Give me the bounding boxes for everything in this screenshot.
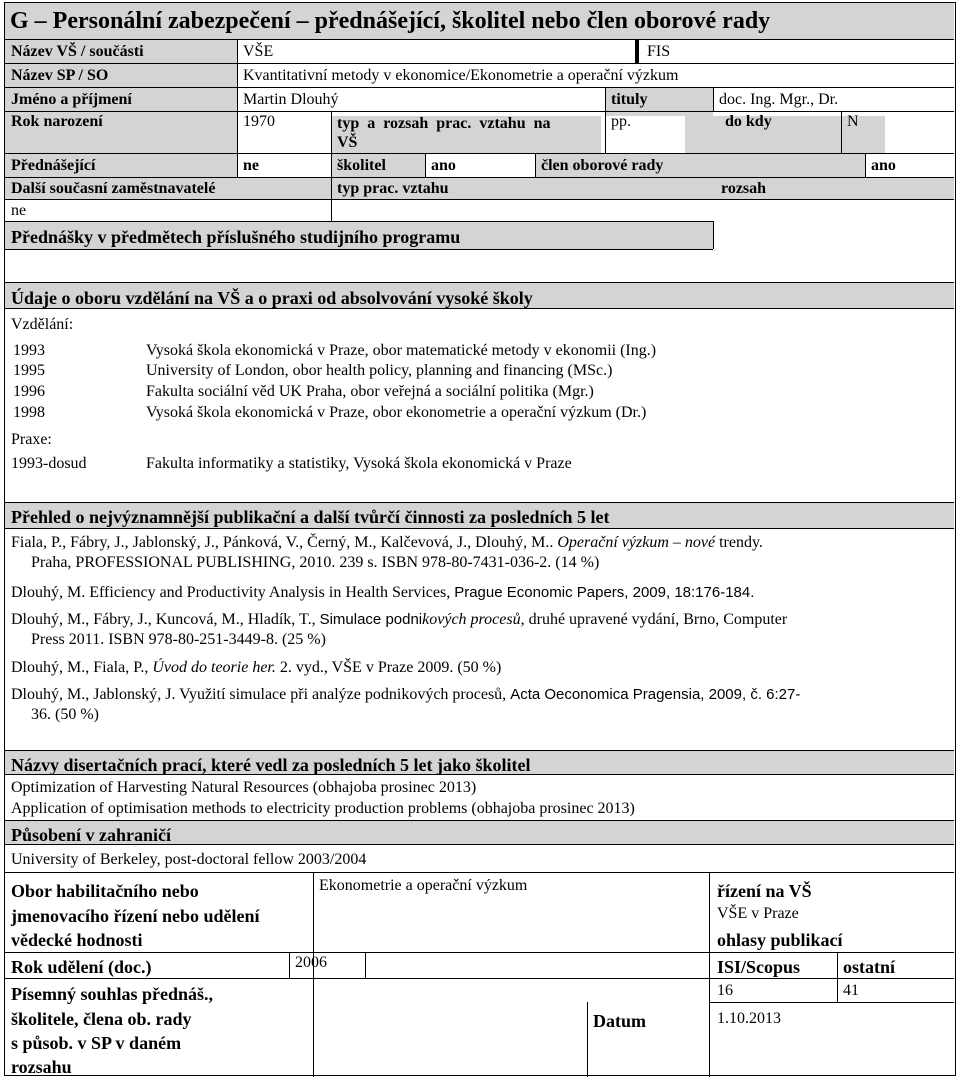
- publication-item: Dlouhý, M., Fiala, P., Úvod do teorie her. 2. vyd., VŠE v Praze 2009. (50 %): [11, 659, 502, 676]
- supervisor-label: školitel: [337, 157, 386, 174]
- lecturer-label: Přednášející: [11, 157, 96, 174]
- other-employers-label: Další současní zaměstnavatelé: [11, 180, 216, 197]
- abroad-value: University of Berkeley, post-doctoral fellow 2003/2004: [11, 851, 367, 868]
- isi-value: 16: [717, 982, 733, 999]
- name-label: Jméno a příjmení: [11, 91, 132, 108]
- vs-label: Název VŠ / součásti: [11, 43, 144, 60]
- education-label: Vzdělání:: [11, 316, 74, 333]
- proceeding-value: VŠE v Praze: [717, 905, 799, 922]
- education-year: 1998: [13, 404, 45, 421]
- consent-label-4: rozsahu: [11, 1057, 72, 1077]
- other-citations-value: 41: [843, 982, 859, 999]
- employment-label-1: typ a rozsah prac. vztahu na: [337, 115, 551, 132]
- date-label: Datum: [593, 1011, 646, 1031]
- practice-text: Fakulta informatiky a statistiky, Vysoká škola ekonomická v Praze: [146, 455, 572, 472]
- consent-label-3: s působ. v SP v daném: [11, 1033, 182, 1053]
- practice-period: 1993-dosud: [11, 455, 87, 472]
- consent-label-2: školitele, člena ob. rady: [11, 1009, 192, 1029]
- abroad-section-title: Působení v zahraničí: [11, 825, 172, 845]
- publication-item: Dlouhý, M., Jablonský, J. Využití simulace při analýze podnikových procesů, Acta Oeconomica Pragensia, 2009, č. 6:27- 36. (50 %): [11, 686, 801, 723]
- until-label: do kdy: [725, 113, 772, 130]
- sp-value: Kvantitativní metody v ekonomice/Ekonometrie a operační výzkum: [243, 67, 679, 84]
- habilitation-field-value: Ekonometrie a operační výzkum: [319, 877, 528, 894]
- year-value: 2006: [295, 954, 327, 971]
- education-year: 1995: [13, 362, 45, 379]
- publication-item: Fiala, P., Fábry, J., Jablonský, J., Pánková, V., Černý, M., Kalčevová, J., Dlouhý, M.. Operační výzkum – nové trendy. Praha, PROFESSIONAL PUBLISHING, 2010. 239 s. ISBN 978-80-7431-036-2. (14 %): [11, 534, 763, 571]
- habilitation-label-3: vědecké hodnosti: [11, 930, 143, 950]
- supervisor-value: ano: [431, 157, 456, 174]
- year-label: Rok udělení (doc.): [11, 957, 152, 977]
- form-title: G – Personální zabezpečení – přednášející, školitel nebo člen oborové rady: [10, 8, 771, 34]
- education-text: Vysoká škola ekonomická v Praze, obor ekonometrie a operační výzkum (Dr.): [146, 404, 647, 421]
- isi-label: ISI/Scopus: [717, 957, 801, 977]
- proceeding-label: řízení na VŠ: [717, 881, 812, 901]
- consent-label-1: Písemný souhlas přednáš.,: [11, 984, 214, 1004]
- habilitation-label-1: Obor habilitačního nebo: [11, 881, 199, 901]
- other-citations-label: ostatní: [843, 957, 896, 977]
- other-employers-value: ne: [11, 202, 27, 219]
- titles-value: doc. Ing. Mgr., Dr.: [719, 91, 839, 108]
- name-value: Martin Dlouhý: [243, 91, 339, 108]
- date-value: 1.10.2013: [717, 1010, 781, 1027]
- education-section-title: Údaje o oboru vzdělání na VŠ a o praxi od absolvování vysoké školy: [11, 288, 533, 308]
- dissertation-item: Application of optimisation methods to electricity production problems (obhajoba prosinec 2013): [11, 800, 635, 817]
- sp-label: Název SP / SO: [11, 67, 109, 84]
- birth-value: 1970: [243, 113, 275, 130]
- employment-label-2: VŠ: [337, 134, 358, 151]
- vs-value: VŠE: [243, 43, 274, 60]
- board-label: člen oborové rady: [541, 157, 664, 174]
- practice-label: Praxe:: [11, 431, 52, 448]
- habilitation-label-2: jmenovacího řízení nebo udělení: [11, 906, 260, 926]
- dissertations-section-title: Názvy disertačních prací, které vedl za posledních 5 let jako školitel: [11, 755, 531, 775]
- education-year: 1996: [13, 383, 45, 400]
- education-text: University of London, obor health policy, planning and financing (MSc.): [146, 362, 613, 379]
- employment-value: pp.: [611, 113, 631, 130]
- lectures-label: Přednášky v předmětech příslušného studijního programu: [11, 227, 461, 247]
- publication-item: Dlouhý, M. Efficiency and Productivity Analysis in Health Services, Prague Economic Papers, 2009, 18:176-184.: [11, 584, 755, 601]
- dissertation-item: Optimization of Harvesting Natural Resources (obhajoba prosinec 2013): [11, 779, 477, 796]
- scope-label: rozsah: [721, 180, 767, 197]
- education-text: Fakulta sociální věd UK Praha, obor veřejná a sociální politika (Mgr.): [146, 383, 594, 400]
- board-value: ano: [871, 157, 896, 174]
- publication-item: Dlouhý, M., Fábry, J., Kuncová, M., Hladík, T., Simulace podnikových procesů, druhé upravené vydání, Brno, Computer Press 2011. ISBN 978-80-251-3449-8. (25 %): [11, 611, 788, 648]
- employment-type-label: typ prac. vztahu: [337, 180, 449, 197]
- faculty-value: FIS: [647, 43, 671, 60]
- lecturer-value: ne: [243, 157, 259, 174]
- until-value: N: [847, 113, 859, 130]
- citations-label: ohlasy publikací: [717, 930, 843, 950]
- education-year: 1993: [13, 342, 45, 359]
- personnel-form: [4, 2, 956, 1076]
- education-text: Vysoká škola ekonomická v Praze, obor matematické metody v ekonomii (Ing.): [146, 342, 657, 359]
- birth-label: Rok narození: [11, 113, 103, 130]
- titles-label: tituly: [611, 91, 648, 108]
- publications-section-title: Přehled o nejvýznamnější publikační a další tvůrčí činnosti za posledních 5 let: [11, 507, 610, 527]
